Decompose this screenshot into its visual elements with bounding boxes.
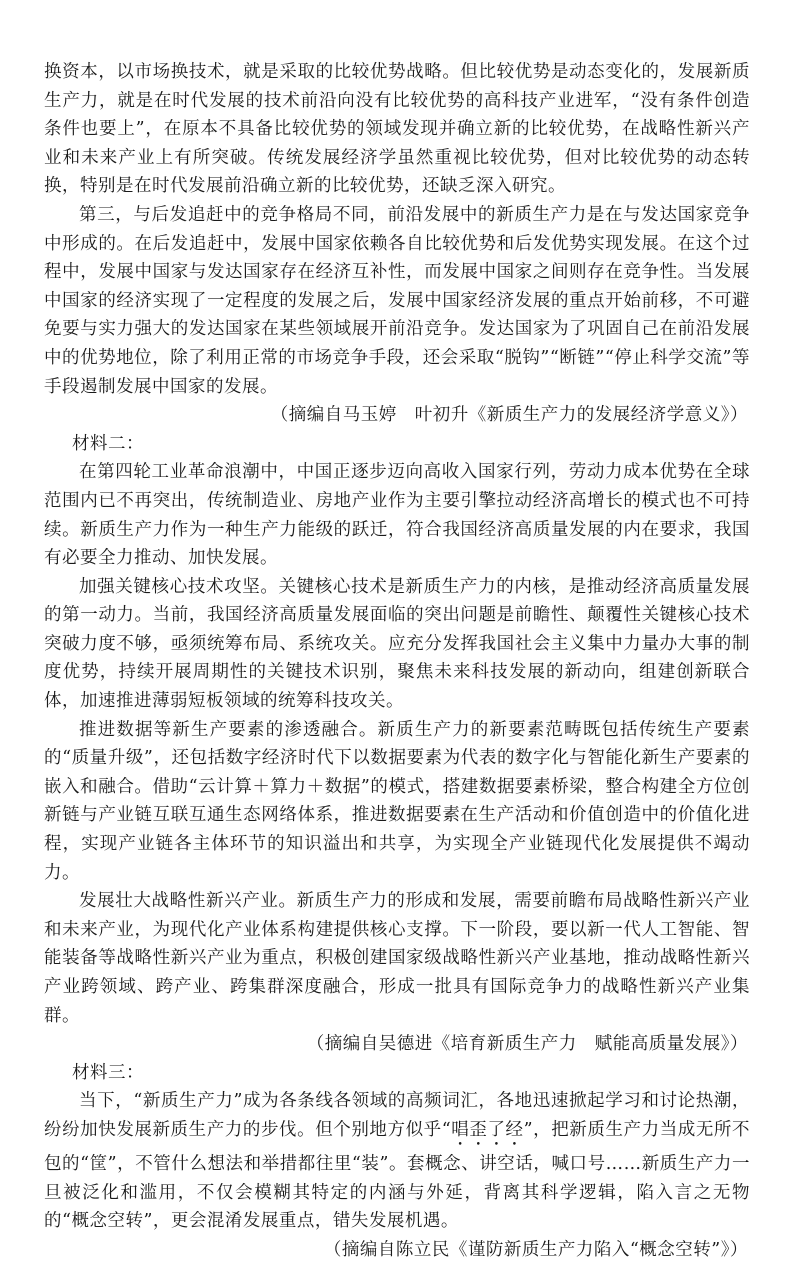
material-2-paragraph-3: 推进数据等新生产要素的渗透融合。新质生产力的新要素范畴既包括传统生产要素的“质量升级”，还包括数字经济时代下以数据要素为代表的数字化与智能化新生产要素的嵌入和融合。借助“云计算＋算力＋数据”的模式，搭建数据要素桥梁，整合构建全方位创新链与产业链互联互通生态网络体系，推进数据要素在生产活动和价值创造中的价值化进程，实现产业链各主体环节的知识溢出和共享，为实现全产业链现代化发展提供不竭动力。	[44, 719, 750, 883]
paragraph-intro: 换资本，以市场换技术，就是采取的比较优势战略。但比较优势是动态变化的，发展新质生产力，就是在时代发展的技术前沿向没有比较优势的高科技产业进军，“没有条件创造条件也要上”，在原本不具备比较优势的领域发现并确立新的比较优势，在战略性新兴产业和未来产业上有所突破。传统发展经济学虽然重视比较优势，但对比较优势的动态转换，特别是在时代发展前沿确立新的比较优势，还缺乏深入研究。	[44, 62, 750, 197]
paragraph-third-point: 第三，与后发追赶中的竞争格局不同，前沿发展中的新质生产力是在与发达国家竞争中形成的。在后发追赶中，发展中国家依赖各自比较优势和后发优势实现发展。在这个过程中，发展中国家与发达国家存在经济互补性，而发展中国家之间则存在竞争性。当发展中国家的经济实现了一定程度的发展之后，发展中国家经济发展的重点开始前移，不可避免要与实力强大的发达国家在某些领域展开前沿竞争。发达国家为了巩固自己在前沿发展中的优势地位，除了利用正常的市场竞争手段，还会采取“脱钩”“断链”“停止科学交流”等手段遏制发展中国家的发展。	[44, 204, 750, 397]
source-citation-2: （摘编自吴德进《培育新质生产力 赋能高质量发展》）	[306, 1034, 748, 1055]
material-2-heading: 材料二：	[72, 433, 144, 454]
material-3-text-a: 当下，“新质生产力”成为各条线各领域的高频词汇，各地迅速掀起学习和讨论热潮，纷纷加快发展新质生产力的步伐。但个别地方似乎“	[44, 1091, 750, 1140]
emphasized-phrase: 唱歪了经	[451, 1119, 524, 1140]
source-citation-3: （摘编自陈立民《谨防新质生产力陷入“概念空转”》）	[323, 1239, 748, 1260]
material-2-paragraph-1: 在第四轮工业革命浪潮中，中国正逐步迈向高收入国家行列，劳动力成本优势在全球范围内已不再突出，传统制造业、房地产业作为主要引擎拉动经济高增长的模式也不可持续。新质生产力作为一种生产力能级的跃迁，符合我国经济高质量发展的内在要求，我国有必要全力推动、加快发展。	[44, 462, 750, 569]
material-3-text-b: ”，把新质生产力当成无所不包的“筐”，不管什么想法和举措都往里“装”。套概念、讲空话，喊口号……新质生产力一旦被泛化和滥用，不仅会模糊其特定的内涵与外延，背离其科学逻辑，陷入言之无物的“概念空转”，更会混淆发展重点，错失发展机遇。	[44, 1119, 751, 1232]
material-2-paragraph-4: 发展壮大战略性新兴产业。新质生产力的形成和发展，需要前瞻布局战略性新兴产业和未来产业，为现代化产业体系构建提供核心支撑。下一阶段，要以新一代人工智能、智能装备等战略性新兴产业为重点，积极创建国家级战略性新兴产业基地，推动战略性新兴产业跨领域、跨产业、跨集群深度融合，形成一批具有国际竞争力的战略性新兴产业集群。	[44, 891, 750, 1026]
material-3-heading: 材料三：	[72, 1062, 144, 1083]
material-3-paragraph	[44, 1087, 750, 1235]
source-citation-1: （摘编自马玉婷 叶初升《新质生产力的发展经济学意义》）	[270, 405, 748, 426]
material-2-paragraph-2: 加强关键核心技术攻坚。关键核心技术是新质生产力的内核，是推动经济高质量发展的第一动力。当前，我国经济高质量发展面临的突出问题是前瞻性、颠覆性关键核心技术突破力度不够，亟须统筹布局、系统攻关。应充分发挥我国社会主义集中力量办大事的制度优势，持续开展周期性的关键技术识别，聚焦未来科技发展的新动向，组建创新联合体，加速推进薄弱短板领域的统筹科技攻关。	[44, 576, 750, 712]
